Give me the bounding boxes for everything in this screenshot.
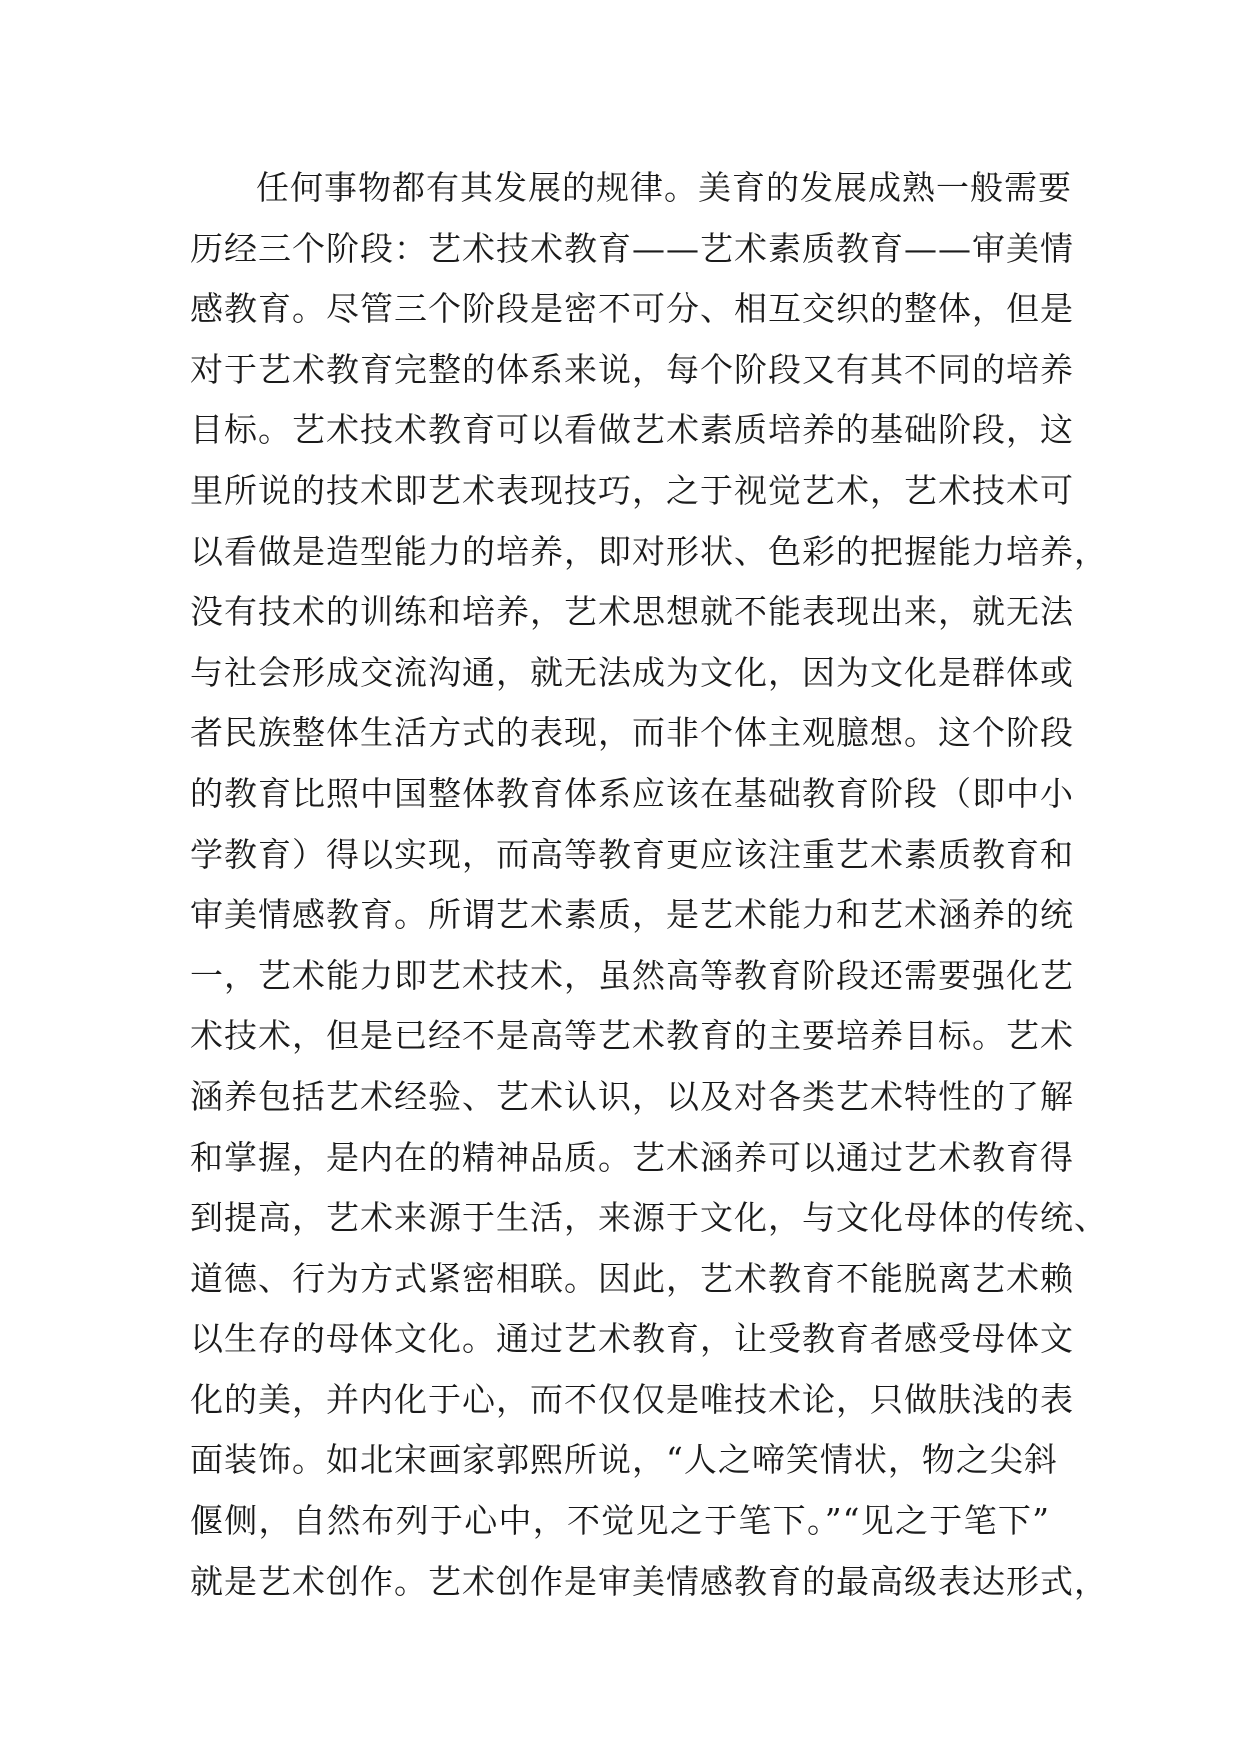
text-line-23: 偃侧，自然布列于心中，不觉见之于笔下。”“见之于笔下” (190, 1501, 1050, 1541)
text-line-8: 没有技术的训练和培养，艺术思想就不能表现出来，就无法 (190, 592, 1074, 632)
text-line-7: 以看做是造型能力的培养，即对形状、色彩的把握能力培养， (190, 531, 1108, 571)
text-line-3: 感教育。尽管三个阶段是密不可分、相互交织的整体，但是 (190, 289, 1074, 329)
text-line-13: 审美情感教育。所谓艺术素质，是艺术能力和艺术涵养的统 (190, 895, 1074, 935)
text-line-4: 对于艺术教育完整的体系来说，每个阶段又有其不同的培养 (190, 349, 1074, 389)
text-line-16: 涵养包括艺术经验、艺术认识，以及对各类艺术特性的了解 (190, 1076, 1074, 1116)
text-line-18: 到提高，艺术来源于生活，来源于文化，与文化母体的传统、 (190, 1198, 1108, 1238)
text-line-20: 以生存的母体文化。通过艺术教育，让受教育者感受母体文 (190, 1319, 1074, 1359)
text-line-24: 就是艺术创作。艺术创作是审美情感教育的最高级表达形式， (190, 1561, 1108, 1601)
text-line-12: 学教育）得以实现，而高等教育更应该注重艺术素质教育和 (190, 834, 1074, 874)
text-line-17: 和掌握，是内在的精神品质。艺术涵养可以通过艺术教育得 (190, 1137, 1074, 1177)
text-line-2: 历经三个阶段：艺术技术教育——艺术素质教育——审美情 (190, 228, 1074, 268)
text-line-21: 化的美，并内化于心，而不仅仅是唯技术论，只做肤浅的表 (190, 1379, 1074, 1419)
text-line-22: 面装饰。如北宋画家郭熙所说，“人之啼笑情状，物之尖斜 (190, 1440, 1058, 1480)
text-line-1: 任何事物都有其发展的规律。美育的发展成熟一般需要 (256, 168, 1072, 207)
text-line-14: 一，艺术能力即艺术技术，虽然高等教育阶段还需要强化艺 (190, 955, 1074, 995)
text-line-10: 者民族整体生活方式的表现，而非个体主观臆想。这个阶段 (190, 713, 1074, 753)
text-line-19: 道德、行为方式紧密相联。因此，艺术教育不能脱离艺术赖 (190, 1258, 1074, 1298)
body-paragraph (190, 158, 1108, 1612)
text-line-9: 与社会形成交流沟通，就无法成为文化，因为文化是群体或 (190, 652, 1074, 692)
text-line-11: 的教育比照中国整体教育体系应该在基础教育阶段（即中小 (190, 773, 1074, 813)
text-line-5: 目标。艺术技术教育可以看做艺术素质培养的基础阶段，这 (190, 410, 1074, 450)
text-line-6: 里所说的技术即艺术表现技巧，之于视觉艺术，艺术技术可 (190, 470, 1074, 510)
text-line-15: 术技术，但是已经不是高等艺术教育的主要培养目标。艺术 (190, 1016, 1074, 1056)
